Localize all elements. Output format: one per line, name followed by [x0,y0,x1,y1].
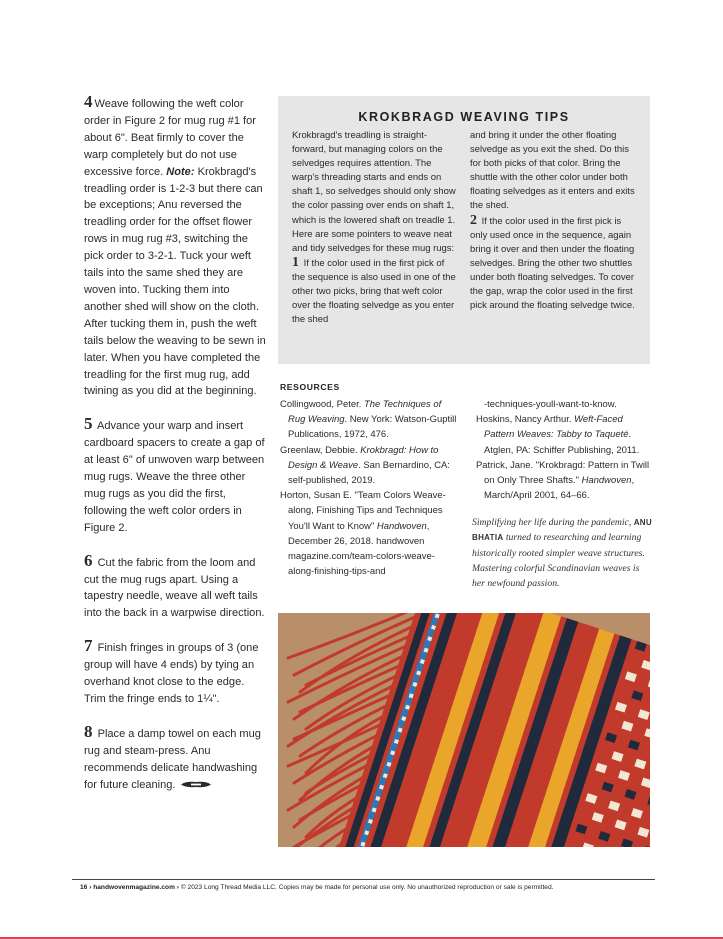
ref-title: Handwoven [581,475,632,487]
step-5 [84,414,266,536]
tips-title: KROKBRAGD WEAVING TIPS [358,110,570,124]
ref-author: Patrick, Jane. "Krokbragd: Pattern in Twill on Only Three Shafts." [476,459,650,487]
step-number: 5 [84,414,93,434]
step-text: Krokbragd's treadling order is 1-2-3 but there can be exceptions; Anu reversed the treadling order for the offset flower rows in mug rug #3, switching the pick order to 3-2-1. Tuck your weft tails into the same shed they are woven into. Tucking them into another shed will show on the cloth. After tucking them in, push the weft tails below the weaving to be sewn in later. When you have completed the treadling for the first mug rug, add twining as you did at the beginning. [84,165,266,398]
step-text: Finish fringes in groups of 3 (one group will have 4 ends) by tying an overhand knot close to the edge. Trim the fringe ends to 1¼". [84,642,259,705]
step-4 [84,92,266,400]
ref-author: Horton, Susan E. "Team Colors Weave-along, Finishing Tips and Techniques You'll Want to Know" [280,490,446,532]
resources-column-left [280,397,458,579]
step-text: Cut the fabric from the loom and cut the mug rugs apart. Using a tapestry needle, weave all weft tails into the back in a warpwise direction. [84,556,265,620]
step-6 [84,550,266,623]
step-number: 8 [84,721,93,741]
site-link[interactable]: handwovenmagazine.com [93,884,175,891]
shuttle-end-icon [180,781,212,788]
reference-continuation: -techniques-youll-want-to-know. [484,399,617,410]
step-8 [84,721,266,794]
ref-details: . New York: Watson-Guptill Publications, 1972, 476. [288,414,457,441]
tips-column-left [292,129,458,327]
ref-author: Greenlaw, Debbie. [280,444,361,456]
instruction-steps [84,92,266,812]
ref-details: . Atglen, PA: Schiffer Publishing, 2011. [484,429,640,456]
reference-item [476,458,654,504]
reference-item [280,488,458,579]
ref-title: Handwoven [376,520,427,532]
tips-intro: Krokbragd's treadling is straight-forward, but managing colors on the selvedges requires attention. The warp's threading starts and ends on shaft 1, so selvedges should only show the color passing over ends on shaft 1, which is the lowered shaft on treadle 1. Here are some pointers to weave neat and tidy selvedges for these mug rugs: [292,130,456,254]
ref-author: Hoskins, Nancy Arthur. [476,414,575,426]
ref-details: , March/April 2001, 64–66. [484,475,635,502]
ref-title: The Techniques of Rug Weaving [288,399,442,426]
reference-item [280,443,458,489]
step-number: 6 [84,550,93,570]
copyright-notice: © 2023 Long Thread Media LLC. Copies may be made for personal use only. No unauthorized reproduction or sale is permitted. [180,884,554,891]
tip-number: 2 [470,212,477,228]
woven-rug-image [278,613,650,847]
ref-details: . San Bernardino, CA: self-published, 2019. [288,459,450,487]
mug-rug-photo [278,613,650,847]
author-bio [472,515,652,591]
footer-rule [72,879,655,880]
page-number: 16 [80,884,88,891]
ref-author: Collingwood, Peter. [280,399,364,410]
step-7 [84,636,266,708]
reference-item [280,397,458,443]
weaving-tips-box [278,96,650,364]
step-text: Place a damp towel on each mug rug and steam-press. Anu recommends delicate handwashing for future cleaning. [84,727,261,791]
step-number: 4 [84,92,93,111]
tip-1-text: If the color used in the first pick of the sequence is also used in one of the other two picks, bring that weft color over the floating selvedge as you enter the shed [292,257,456,326]
tip-2-text: If the color used in the first pick is only used once in the sequence, again bring it over and then under the floating selvedges. Bring the other two shuttles under both floating selvedges. To cover the gap, wrap the color used in the first pick around the floating selvedge twice. [470,215,635,312]
step-text: Weave following the weft color order in Figure 2 for mug rug #1 for about 6". Beat firmly to cover the warp completely but do not use excessive force. [84,98,256,178]
step-note-label: Note: [166,165,195,178]
footer-separator: › [176,884,179,891]
author-name: ANU BHATIA [472,518,652,543]
ref-title: Krokbragd: How to Design & Weave [288,444,439,471]
bio-text: Simplifying her life during the pandemic, [472,517,634,528]
step-text: Advance your warp and insert cardboard spacers to create a gap of at least 6" of unwoven warp between mug rugs. Weave the three other mug rugs as you did the first, following the weft color orders in Figure 2. [84,420,265,534]
reference-item [476,412,654,458]
step-number: 7 [84,636,93,656]
page-footer [80,884,660,891]
tips-column-right [470,129,636,327]
bio-text: turned to researching and learning historically rooted simpler weave structures. Mastering colorful Scandinavian weaves is her newfound passion. [472,532,645,590]
footer-separator: › [89,884,92,891]
resources-heading: RESOURCES [280,382,340,392]
ref-title: Weft-Faced Pattern Weaves: Tabby to Taqueté [484,414,629,441]
tip-1-continued: and bring it under the other floating selvedge as you exit the shed. Do this for both picks of that color. Bring the shuttle with the other color under both floating selvedges as it enters and exits the shed. [470,130,635,212]
ref-details: , December 26, 2018. handwoven magazine.com/team-colors-weave-along-finishing-tips-and [288,520,435,578]
tip-number: 1 [292,254,299,270]
